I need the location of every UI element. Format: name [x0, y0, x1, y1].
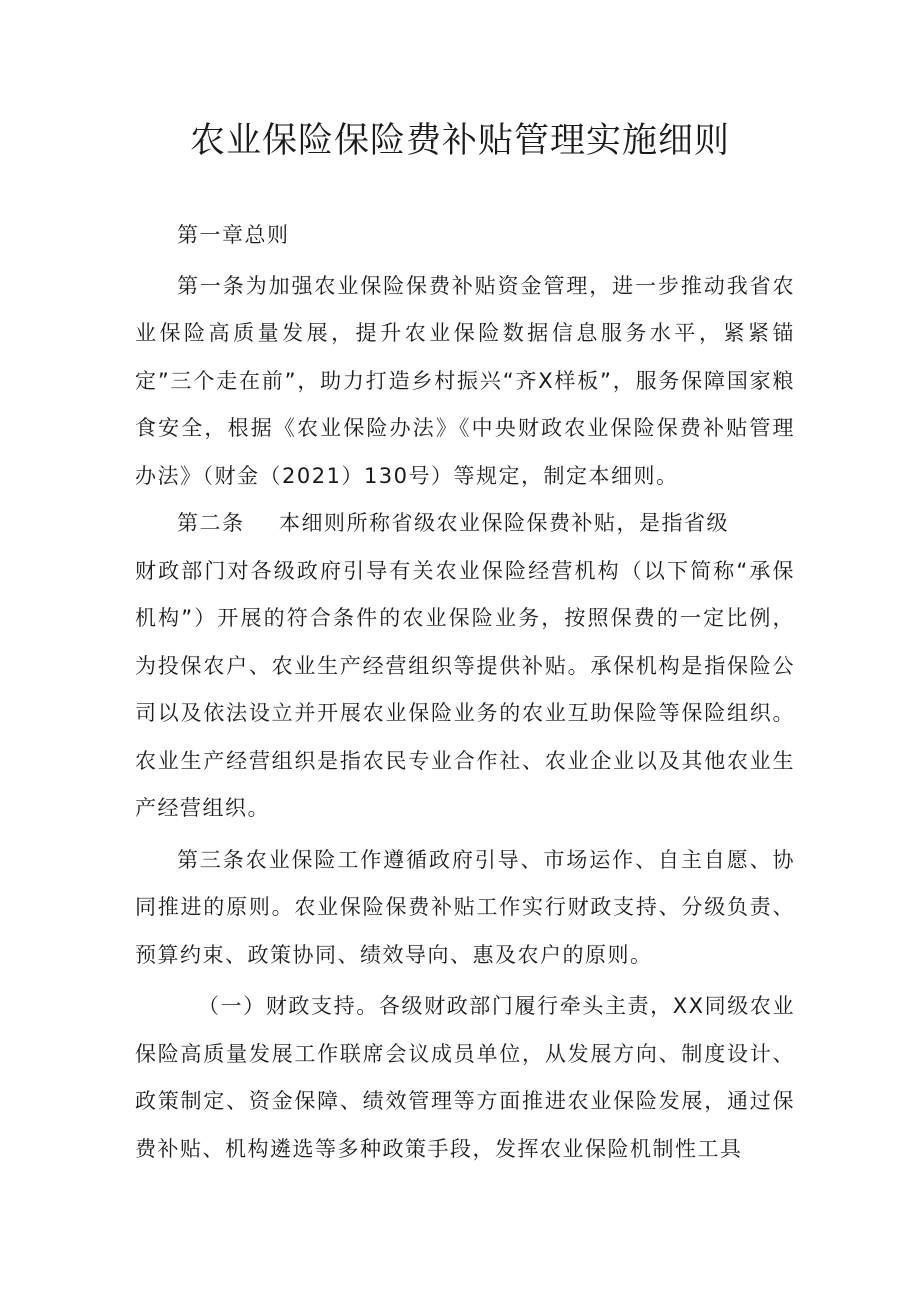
article-3-paragraph: 第三条农业保险工作遵循政府引导、市场运作、自主自愿、协同推进的原则。农业保险保费补贴工作实行财政支持、分级负责、预算约束、政策协同、绩效导向、惠及农户的原则。 — [135, 847, 795, 967]
document-title: 农业保险保险费补贴管理实施细则 — [189, 121, 730, 161]
article-1-paragraph: 第一条为加强农业保险保费补贴资金管理，进一步推动我省农业保险高质量发展，提升农业保险数据信息服务水平，紧紧锚定”三个走在前”，助力打造乡村振兴“齐X样板”，服务保障国家粮食安全，根据《农业保险办法》《中央财政农业保险保费补贴管理办法》（财金（2021）130号）等规定，制定本细则。 — [135, 273, 795, 488]
item-1-paragraph: （一）财政支持。各级财政部门履行牵头主责，XX同级农业保险高质量发展工作联席会议成员单位，从发展方向、制度设计、政策制定、资金保障、绩效管理等方面推进农业保险发展，通过保费补贴、机构遴选等多种政策手段，发挥农业保险机制性工具 — [135, 994, 795, 1161]
article-2-first-text: 本细则所称省级农业保险保费补贴，是指省级 — [279, 511, 729, 535]
article-2-label: 第二条 — [177, 511, 245, 535]
chapter-heading: 第一章总则 — [177, 223, 290, 247]
article-2-paragraph — [135, 500, 795, 833]
article-2-first-line — [135, 500, 795, 548]
article-2-rest: 财政部门对各级政府引导有关农业保险经营机构（以下简称“承保机构”）开展的符合条件的农业保险业务，按照保费的一定比例，为投保农户、农业生产经营组织等提供补贴。承保机构是指保险公司以及依法设立并开展农业保险业务的农业互助保险等保险组织。农业生产经营组织是指农民专业合作社、农业企业以及其他农业生产经营组织。 — [135, 558, 795, 820]
document-body — [135, 212, 795, 1173]
